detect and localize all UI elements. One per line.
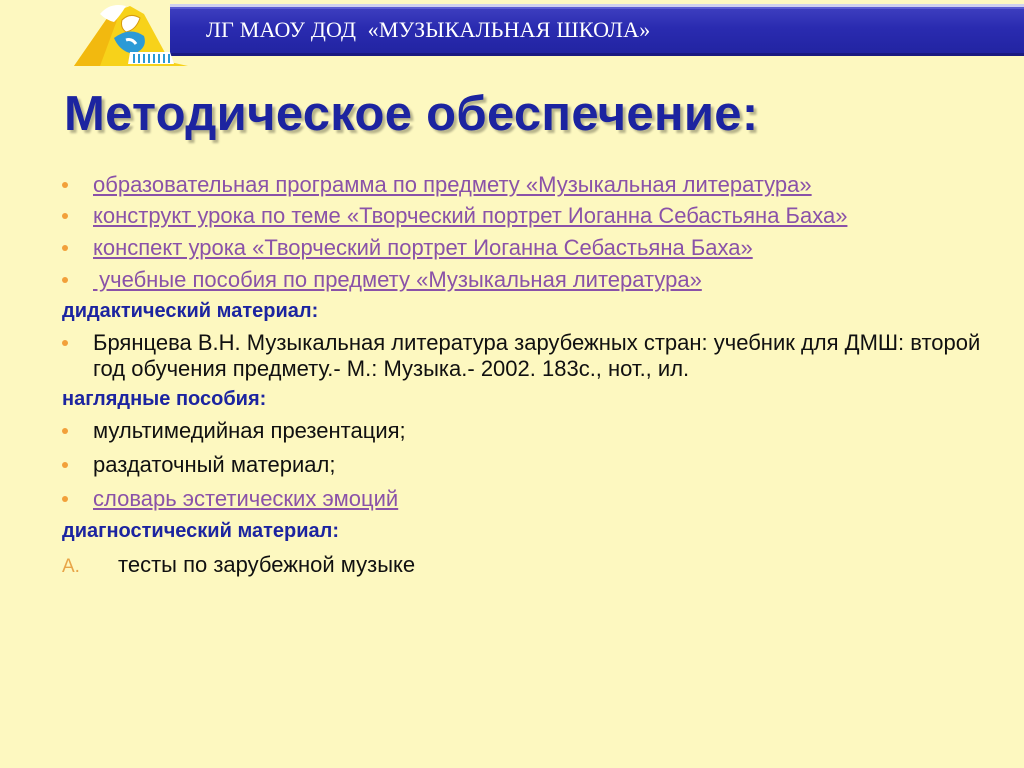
link-program[interactable]: образовательная программа по предмету «Музыкальная литература» <box>93 172 812 197</box>
list-item <box>62 267 982 293</box>
link-lesson-construct[interactable]: конструкт урока по теме «Творческий портрет Иоганна Себастьяна Баха» <box>93 203 848 228</box>
list-item <box>62 172 982 198</box>
bullet-icon <box>62 340 68 346</box>
link-textbooks[interactable]: учебные пособия по предмету «Музыкальная литература» <box>93 267 702 292</box>
list-marker: A. <box>62 556 80 577</box>
link-emotion-dictionary[interactable]: словарь эстетических эмоций <box>93 486 399 511</box>
page-title: Методическое обеспечение: <box>64 87 759 141</box>
heading-didactic: дидактический материал: <box>62 300 319 322</box>
bullet-icon <box>62 496 68 502</box>
list-item <box>62 418 982 444</box>
list-item <box>62 452 982 478</box>
bullet-icon <box>62 428 68 434</box>
list-item <box>62 235 982 261</box>
bullet-icon <box>62 277 68 283</box>
visual-item: мультимедийная презентация; <box>93 418 406 443</box>
header-title: ЛГ МАОУ ДОД «МУЗЫКАЛЬНАЯ ШКОЛА» <box>206 17 651 42</box>
diagnostic-item: тесты по зарубежной музыке <box>118 552 416 577</box>
visual-item: раздаточный материал; <box>93 452 336 477</box>
list-item <box>62 486 982 512</box>
bullet-icon <box>62 213 68 219</box>
list-item <box>62 330 982 382</box>
bullet-icon <box>62 182 68 188</box>
textbook-reference: Брянцева В.Н. Музыкальная литература зарубежных стран: учебник для ДМШ: второй год обучения предмету.- М.: Музыка.- 2002. 183с., нот., ил. <box>93 330 981 381</box>
bullet-icon <box>62 462 68 468</box>
content-list <box>62 172 982 578</box>
heading-visual: наглядные пособия: <box>62 388 267 410</box>
bullet-icon <box>62 245 68 251</box>
heading-diagnostic: диагностический материал: <box>62 520 340 542</box>
list-item <box>62 552 982 578</box>
music-school-logo-icon <box>70 0 190 72</box>
link-lesson-summary[interactable]: конспект урока «Творческий портрет Иоганна Себастьяна Баха» <box>93 235 753 260</box>
list-item <box>62 203 982 229</box>
